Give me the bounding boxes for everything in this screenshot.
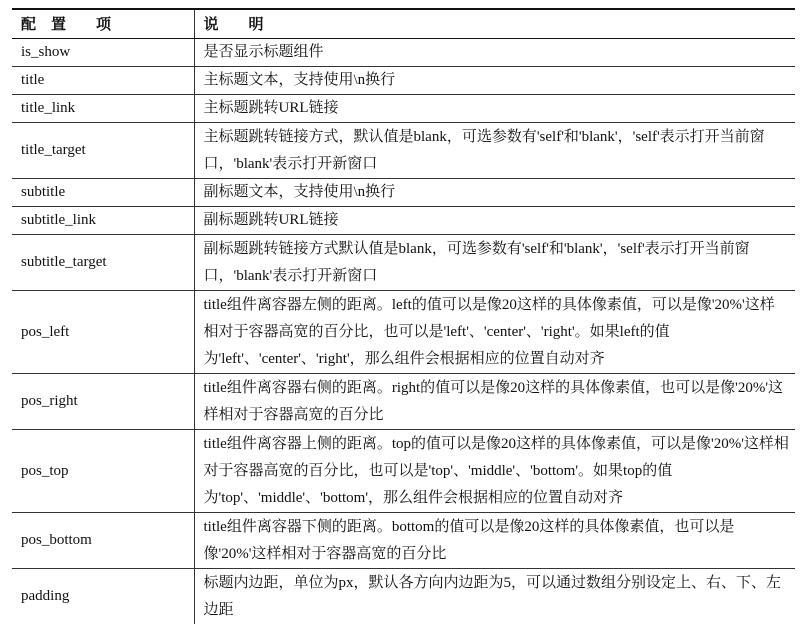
config-key: is_show [12, 39, 194, 67]
table-row [12, 95, 795, 123]
config-key: pos_bottom [12, 513, 194, 569]
table-row [12, 39, 795, 67]
config-description: 副标题跳转链接方式默认值是blank，可选参数有'self'和'blank'，'self'表示打开当前窗口，'blank'表示打开新窗口 [194, 235, 795, 291]
config-description: title组件离容器左侧的距离。left的值可以是像20这样的具体像素值，可以是像'20%'这样相对于容器高宽的百分比，也可以是'left'、'center'、'right'。如果left的值为'left'、'center'、'right'，那么组件会根据相应的位置自动对齐 [194, 291, 795, 374]
table-row [12, 374, 795, 430]
config-description: 主标题跳转URL链接 [194, 95, 795, 123]
table-row [12, 291, 795, 374]
config-description: 副标题文本，支持使用\n换行 [194, 179, 795, 207]
table-header-row [12, 9, 795, 39]
config-description: title组件离容器上侧的距离。top的值可以是像20这样的具体像素值，可以是像'20%'这样相对于容器高宽的百分比，也可以是'top'、'middle'、'bottom'。如果top的值为'top'、'middle'、'bottom'，那么组件会根据相应的位置自动对齐 [194, 430, 795, 513]
config-description: 副标题跳转URL链接 [194, 207, 795, 235]
config-table [12, 8, 795, 624]
header-description [194, 9, 795, 39]
config-description: 标题内边距，单位为px，默认各方向内边距为5，可以通过数组分别设定上、右、下、左边距 [194, 569, 795, 624]
table-row [12, 569, 795, 624]
header-config-item-label: 配 置 项 [21, 15, 111, 33]
config-description: 主标题文本，支持使用\n换行 [194, 67, 795, 95]
config-key: subtitle [12, 179, 194, 207]
table-row [12, 235, 795, 291]
config-description: 是否显示标题组件 [194, 39, 795, 67]
config-description: title组件离容器右侧的距离。right的值可以是像20这样的具体像素值，也可以是像'20%'这样相对于容器高宽的百分比 [194, 374, 795, 430]
config-key: title_target [12, 123, 194, 179]
config-key: title_link [12, 95, 194, 123]
table-row [12, 179, 795, 207]
config-key: subtitle_target [12, 235, 194, 291]
table-row [12, 430, 795, 513]
config-key: pos_right [12, 374, 194, 430]
config-key: pos_top [12, 430, 194, 513]
header-config-item [12, 9, 194, 39]
config-key: subtitle_link [12, 207, 194, 235]
table-row [12, 207, 795, 235]
config-key: title [12, 67, 194, 95]
config-description: title组件离容器下侧的距离。bottom的值可以是像20这样的具体像素值，也可以是像'20%'这样相对于容器高宽的百分比 [194, 513, 795, 569]
config-description: 主标题跳转链接方式，默认值是blank，可选参数有'self'和'blank'，'self'表示打开当前窗口，'blank'表示打开新窗口 [194, 123, 795, 179]
config-key: padding [12, 569, 194, 624]
table-row [12, 513, 795, 569]
table-row [12, 123, 795, 179]
header-description-label: 说 明 [204, 15, 264, 33]
config-key: pos_left [12, 291, 194, 374]
table-row [12, 67, 795, 95]
